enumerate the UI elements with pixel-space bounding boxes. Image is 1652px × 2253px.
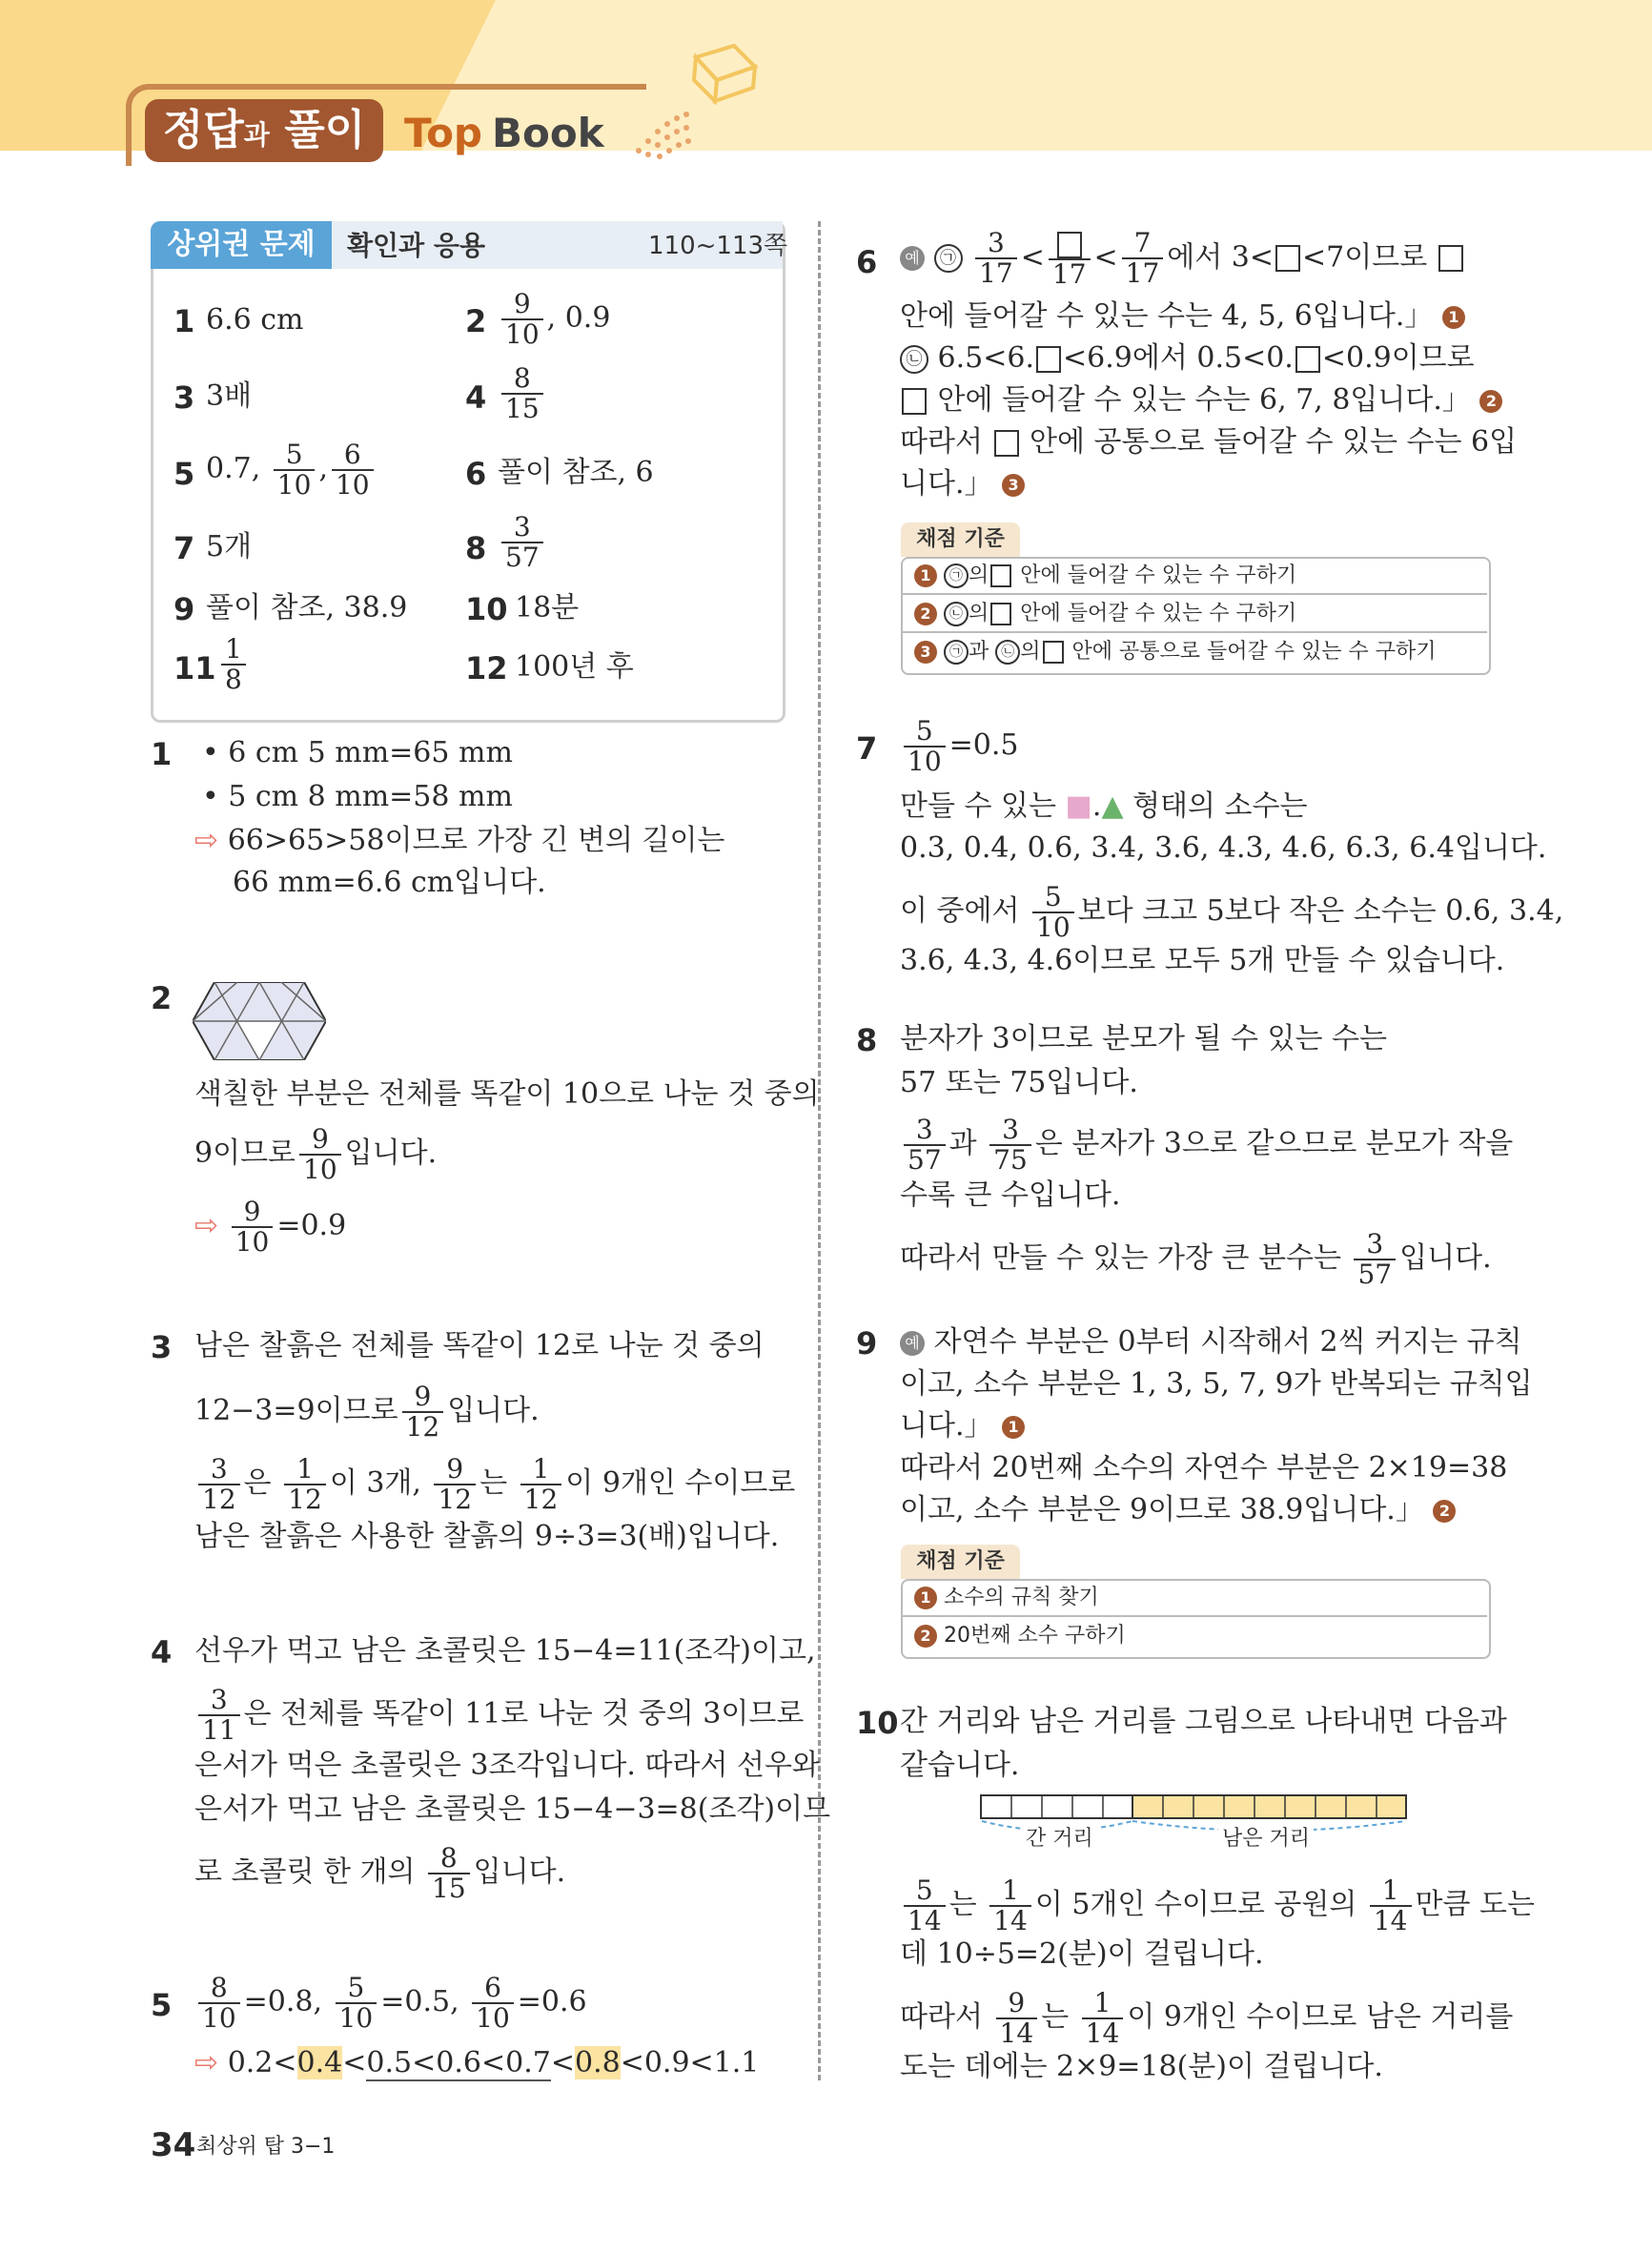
dot-pattern-icon: [629, 103, 696, 160]
page-number: 34: [151, 2126, 196, 2164]
solution-number: 3: [151, 1329, 173, 1365]
solution-number: 7: [856, 730, 878, 767]
summary-number: 4: [465, 379, 487, 416]
solution-text: 66 mm=6.6 cm입니다.: [233, 866, 546, 899]
summary-number: 6: [465, 456, 487, 492]
solution-text: 안에 들어갈 수 있는 수는 6, 7, 8입니다.」 2: [900, 379, 1502, 421]
solution-text: 57 또는 75입니다.: [900, 1066, 1138, 1099]
summary-pages: 110~113쪽: [648, 232, 788, 260]
criteria-row: 2 ㉡ 의 안에 들어갈 수 있는 수 구하기: [901, 595, 1487, 633]
summary-number: 2: [465, 303, 487, 339]
solution-text: 은서가 먹고 남은 초콜릿은 15−4−3=8(조각)이므: [194, 1792, 831, 1826]
solution-text: 은서가 먹은 초콜릿은 3조각입니다. 따라서 선우와: [194, 1749, 820, 1782]
solution-text: • 5 cm 8 mm=58 mm: [202, 780, 513, 813]
solution-text: ⇨ $\frac{9}{10}$ =0.9: [194, 1196, 347, 1258]
solution-text: $\frac{3}{57}$ 과 $\frac{3}{75}$ 은 분자가 3으로 같으므로 분모가 작을: [900, 1116, 1513, 1175]
solution-text: 0.3, 0.4, 0.6, 3.4, 3.6, 4.3, 4.6, 6.3, 6.4입니다.: [900, 831, 1547, 865]
summary-number: 8: [465, 530, 487, 566]
solution-number: 1: [151, 736, 173, 772]
arrow-icon: ⇨: [194, 1209, 219, 1242]
book-title: 최상위 탑 3−1: [196, 2135, 336, 2159]
badge-main-1: 정답: [162, 106, 244, 154]
solution-text: 색칠한 부분은 전체를 똑같이 10으로 나눈 것 중의: [194, 1077, 820, 1111]
solution-text: 따라서 안에 공통으로 들어갈 수 있는 수는 6입: [900, 425, 1518, 459]
solution-text: 안에 들어갈 수 있는 수는 4, 5, 6입니다.」 1: [900, 296, 1465, 338]
brand-title: [404, 105, 604, 162]
folded-box-icon: [686, 38, 763, 105]
solution-text: 예 자연수 부분은 0부터 시작해서 2씩 커지는 규칙: [900, 1321, 1522, 1363]
solution-text: 수록 큰 수입니다.: [900, 1178, 1121, 1212]
summary-tag: 상위권 문제: [151, 221, 332, 269]
solution-text: 만들 수 있는 ■.▲ 형태의 소수는: [900, 789, 1308, 823]
brand-top: Top: [404, 110, 482, 156]
summary-answer: 5개: [206, 530, 253, 563]
summary-number: 3: [173, 379, 195, 416]
badge-main-2: 풀이: [284, 106, 366, 154]
summary-answer: 0.7, $\frac{5}{10}$ , $\frac{6}{10}$: [206, 440, 377, 500]
solution-text: ⇨ 66>65>58이므로 가장 긴 변의 길이는: [194, 824, 725, 857]
summary-subtitle: 확인과 응용: [347, 230, 485, 261]
solution-number: 8: [856, 1022, 878, 1058]
solution-text: 로 초콜릿 한 개의 $\frac{8}{15}$ 입니다.: [194, 1842, 566, 1904]
arrow-icon: ⇨: [194, 2046, 219, 2079]
hexagon-figure: [193, 982, 326, 1060]
summary-number: 9: [173, 591, 195, 627]
solution-text: 12−3=9이므로 $\frac{9}{12}$ 입니다.: [194, 1381, 540, 1443]
criteria-row: 1 ㉠ 의 안에 들어갈 수 있는 수 구하기: [901, 557, 1487, 595]
criteria-row: 2 20번째 소수 구하기: [901, 1617, 1487, 1655]
grading-criteria-tag: 채점 기준: [901, 1545, 1020, 1579]
summary-number: 12: [465, 650, 508, 686]
criteria-row: 3 ㉠ 과 ㉡ 의 안에 공통으로 들어갈 수 있는 수 구하기: [901, 633, 1487, 671]
solution-number: 9: [856, 1325, 878, 1362]
summary-answer: 100년 후: [515, 650, 634, 684]
solution-number: 5: [151, 1987, 173, 2023]
solution-text: $\frac{3}{12}$ 은 $\frac{1}{12}$ 이 3개, $\frac{9}{12}$ 는 $\frac{1}{12}$ 이 9개인 수이므로: [194, 1455, 795, 1514]
solution-text: 분자가 3이므로 분모가 될 수 있는 수는: [900, 1022, 1388, 1055]
summary-answer: $\frac{1}{8}$: [217, 635, 250, 694]
criteria-row: 1 소수의 규칙 찾기: [901, 1579, 1487, 1617]
solution-text: 같습니다.: [900, 1749, 1020, 1782]
solution-text: 따라서 20번째 소수의 자연수 부분은 2×19=38: [900, 1451, 1508, 1485]
summary-answer: 6.6 cm: [206, 303, 304, 337]
summary-number: 11: [173, 650, 216, 686]
grading-criteria-tag: 채점 기준: [901, 522, 1020, 557]
solution-number: 2: [151, 980, 173, 1016]
solution-text: 3.6, 4.3, 4.6이므로 모두 5개 만들 수 있습니다.: [900, 944, 1505, 977]
solution-text: • 6 cm 5 mm=65 mm: [202, 736, 513, 769]
section-badge: [145, 99, 383, 162]
solution-text: 따라서 $\frac{9}{14}$ 는 $\frac{1}{14}$ 이 9개인 수이므로 남은 거리를: [900, 1987, 1514, 2049]
triangle-icon: ▲: [1101, 789, 1124, 823]
solution-number: 6: [856, 244, 878, 280]
solution-text: 데 10÷5=2(분)이 걸립니다.: [900, 1937, 1264, 1971]
solution-text: 니다.」 3: [900, 463, 1025, 505]
summary-answer: 풀이 참조, 6: [498, 456, 654, 489]
summary-answer: $\frac{3}{57}$: [498, 513, 547, 572]
solution-text: $\frac{8}{10}$ =0.8, $\frac{5}{10}$ =0.5, $\frac{6}{10}$ =0.6: [194, 1974, 587, 2033]
solution-text: 이고, 소수 부분은 9이므로 38.9입니다.」 2: [900, 1489, 1456, 1531]
solution-text: 남은 찰흙은 전체를 똑같이 12로 나눈 것 중의: [194, 1329, 765, 1362]
summary-answer: 18분: [515, 591, 580, 625]
solution-text: 간 거리와 남은 거리를 그림으로 나타내면 다음과: [900, 1705, 1507, 1738]
square-icon: ■: [1065, 789, 1092, 823]
distance-label-left: 남은 거리: [1218, 1823, 1314, 1855]
solution-text: $\frac{5}{14}$ 는 $\frac{1}{14}$ 이 5개인 수이므로 공원의 $\frac{1}{14}$ 만큼 도는: [900, 1876, 1535, 1936]
solution-text: 니다.」 1: [900, 1405, 1025, 1447]
solution-text: 남은 찰흙은 사용한 찰흙의 9÷3=3(배)입니다.: [194, 1520, 780, 1553]
summary-number: 10: [465, 591, 508, 627]
brand-book: Book: [492, 110, 604, 156]
solution-text: 이고, 소수 부분은 1, 3, 5, 7, 9가 반복되는 규칙입: [900, 1367, 1533, 1401]
summary-number: 5: [173, 456, 195, 492]
solution-text: 예 ㉠ $\frac{3}{17}$ < 17 < $\frac{7}{17}$ 에서 3< <7이므로: [900, 229, 1465, 289]
solution-text: 도는 데에는 2×9=18(분)이 걸립니다.: [900, 2050, 1383, 2083]
solution-number: 4: [151, 1634, 173, 1670]
solution-text: 따라서 만들 수 있는 가장 큰 분수는 $\frac{3}{57}$ 입니다.: [900, 1228, 1492, 1290]
badge-small: 과: [243, 119, 270, 151]
arrow-icon: ⇨: [194, 824, 219, 857]
solution-number: 10: [856, 1705, 899, 1741]
distance-label-gone: 간 거리: [1022, 1823, 1097, 1855]
summary-answer: $\frac{9}{10}$ , 0.9: [498, 290, 610, 349]
summary-answer: 3배: [206, 379, 253, 413]
summary-answer: $\frac{8}{15}$: [498, 364, 547, 423]
solution-text: 선우가 먹고 남은 초콜릿은 15−4=11(조각)이고,: [194, 1634, 816, 1668]
summary-number: 1: [173, 303, 195, 339]
solution-text: 이 중에서 $\frac{5}{10}$ 보다 크고 5보다 작은 소수는 0.6, 3.4,: [900, 881, 1564, 943]
solution-text: ㉡ 6.5<6. <6.9에서 0.5<0. <0.9이므로: [900, 338, 1475, 379]
solution-text: 9이므로 $\frac{9}{10}$ 입니다.: [194, 1123, 438, 1185]
summary-answer: 풀이 참조, 38.9: [206, 591, 408, 625]
solution-text: ⇨ 0.2<0.4<0.5<0.6<0.7<0.8<0.9<1.1: [194, 2046, 760, 2079]
solution-text: $\frac{5}{10}$ =0.5: [900, 717, 1019, 776]
summary-number: 7: [173, 530, 195, 566]
solution-text: $\frac{3}{11}$ 은 전체를 똑같이 11로 나눈 것 중의 3이므로: [194, 1686, 804, 1745]
